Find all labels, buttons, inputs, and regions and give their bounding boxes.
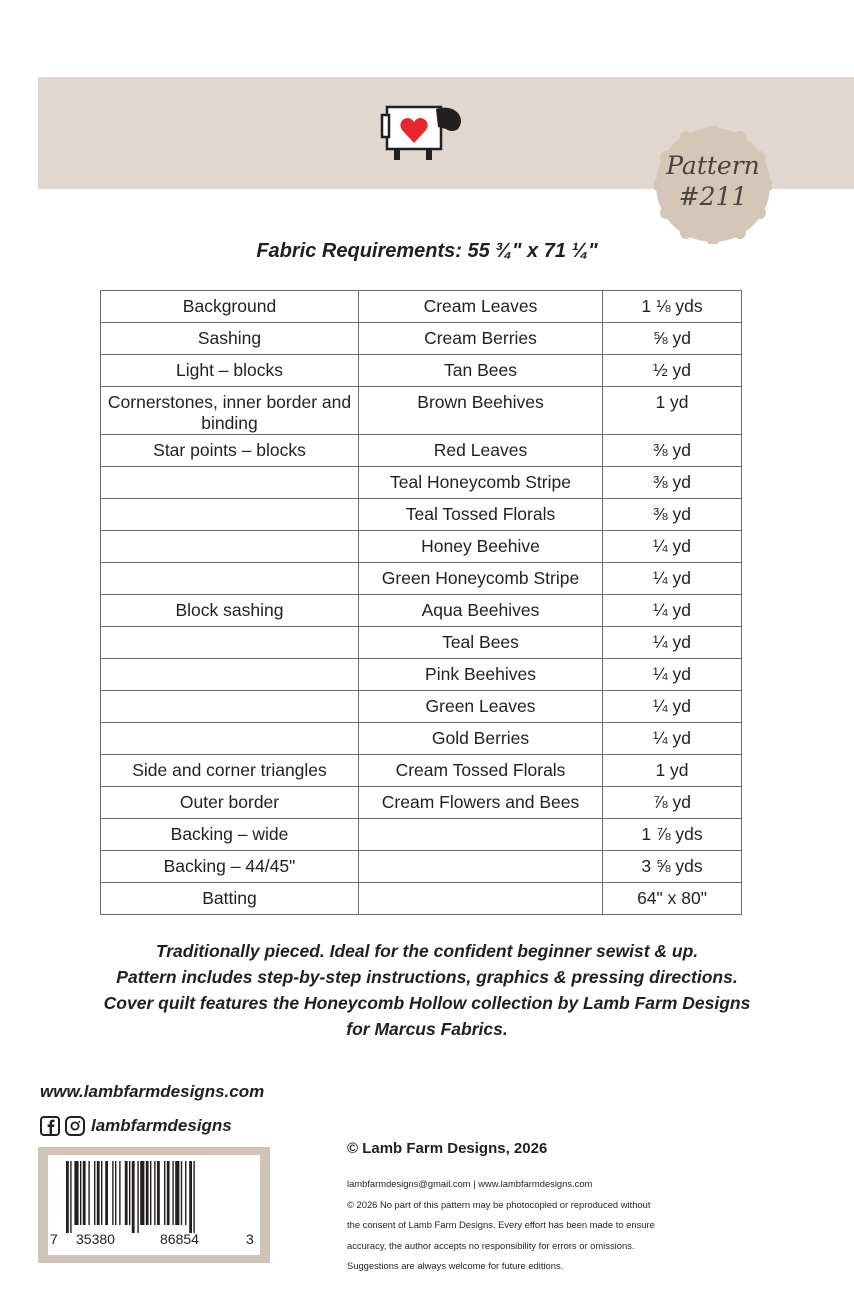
badge-pattern-number: #211 [678, 182, 748, 211]
cell-fabric [359, 883, 603, 915]
cell-use: Sashing [101, 323, 359, 355]
cell-amount: ¼ yd [603, 723, 742, 755]
cell-amount: 3 ⅝ yds [603, 851, 742, 883]
table-row [101, 851, 742, 883]
barcode-bars-icon [56, 1161, 252, 1233]
page-title: Fabric Requirements: 55 ¾" x 71 ¼" [256, 240, 598, 262]
table-row [101, 691, 742, 723]
cell-fabric: Red Leaves [359, 435, 603, 467]
instagram-icon[interactable] [65, 1116, 85, 1136]
cell-use [101, 467, 359, 499]
cell-fabric: Tan Bees [359, 355, 603, 387]
cell-use: Cornerstones, inner border and binding [101, 387, 359, 435]
pattern-description [0, 938, 854, 1042]
website-link[interactable]: www.lambfarmdesigns.com [40, 1082, 265, 1101]
table-row [101, 467, 742, 499]
pattern-badge [654, 150, 772, 212]
cell-use [101, 659, 359, 691]
cell-use [101, 563, 359, 595]
cell-amount: 64" x 80" [603, 883, 742, 915]
fine-print-line: the consent of Lamb Farm Designs. Every effort has been made to ensure [347, 1219, 655, 1230]
fine-print-line: Suggestions are always welcome for future editions. [347, 1260, 564, 1271]
cell-fabric: Aqua Beehives [359, 595, 603, 627]
table-row [101, 355, 742, 387]
cell-amount: ¼ yd [603, 627, 742, 659]
cell-amount: 1 ⅞ yds [603, 819, 742, 851]
barcode [48, 1155, 260, 1255]
cell-use [101, 627, 359, 659]
cell-use: Batting [101, 883, 359, 915]
cell-amount: ⅜ yd [603, 499, 742, 531]
cell-amount: 1 yd [603, 387, 742, 435]
description-line-3: Cover quilt features the Honeycomb Hollow collection by Lamb Farm Designs [103, 993, 751, 1013]
cell-amount: 1 yd [603, 755, 742, 787]
cell-fabric: Cream Flowers and Bees [359, 787, 603, 819]
barcode-digits-left: 35380 [76, 1231, 115, 1247]
cell-fabric: Pink Beehives [359, 659, 603, 691]
table-row [101, 531, 742, 563]
table-row [101, 387, 742, 435]
cell-fabric: Cream Berries [359, 323, 603, 355]
description-line-4: for Marcus Fabrics. [346, 1019, 508, 1039]
cell-use: Block sashing [101, 595, 359, 627]
cell-use [101, 691, 359, 723]
cell-fabric: Cream Tossed Florals [359, 755, 603, 787]
cell-fabric: Green Honeycomb Stripe [359, 563, 603, 595]
cell-fabric: Teal Tossed Florals [359, 499, 603, 531]
cell-fabric: Honey Beehive [359, 531, 603, 563]
cell-amount: ⅞ yd [603, 787, 742, 819]
cell-use: Background [101, 291, 359, 323]
description-line-2: Pattern includes step-by-step instructions, graphics & pressing directions. [116, 967, 738, 987]
barcode-frame [38, 1147, 270, 1263]
sheep-logo-icon [380, 103, 466, 165]
table-row [101, 627, 742, 659]
description-line-1: Traditionally pieced. Ideal for the confident beginner sewist & up. [155, 941, 699, 961]
cell-use: Backing – 44/45" [101, 851, 359, 883]
cell-amount: ¼ yd [603, 531, 742, 563]
cell-amount: ⅝ yd [603, 323, 742, 355]
barcode-digit-check: 3 [246, 1231, 254, 1247]
copyright-heading: © Lamb Farm Designs, 2026 [347, 1140, 548, 1157]
cell-fabric: Cream Leaves [359, 291, 603, 323]
cell-amount: ¼ yd [603, 563, 742, 595]
cell-amount: ¼ yd [603, 595, 742, 627]
table-row [101, 819, 742, 851]
table-row [101, 435, 742, 467]
fine-print-line: © 2026 No part of this pattern may be photocopied or reproduced without [347, 1198, 651, 1210]
table-row [101, 755, 742, 787]
badge-line-1: Pattern [666, 151, 760, 180]
cell-fabric: Green Leaves [359, 691, 603, 723]
cell-use [101, 499, 359, 531]
cell-use: Light – blocks [101, 355, 359, 387]
fine-print [347, 1174, 727, 1277]
fabric-requirements-table [100, 290, 742, 915]
cell-use: Star points – blocks [101, 435, 359, 467]
cell-use [101, 531, 359, 563]
cell-amount: 1 ⅛ yds [603, 291, 742, 323]
cell-use: Backing – wide [101, 819, 359, 851]
table-row [101, 499, 742, 531]
table-row [101, 563, 742, 595]
table-row [101, 595, 742, 627]
cell-amount: ½ yd [603, 355, 742, 387]
table-row [101, 723, 742, 755]
cell-fabric: Gold Berries [359, 723, 603, 755]
cell-use: Outer border [101, 787, 359, 819]
table-row [101, 787, 742, 819]
cell-amount: ¼ yd [603, 691, 742, 723]
cell-amount: ⅜ yd [603, 435, 742, 467]
table-row [101, 883, 742, 915]
cell-amount: ¼ yd [603, 659, 742, 691]
table-row [101, 659, 742, 691]
barcode-digit-prefix: 7 [50, 1231, 58, 1247]
cell-fabric [359, 819, 603, 851]
cell-use: Side and corner triangles [101, 755, 359, 787]
table-row [101, 291, 742, 323]
cell-fabric: Teal Bees [359, 627, 603, 659]
cell-fabric: Teal Honeycomb Stripe [359, 467, 603, 499]
barcode-digits-right: 86854 [160, 1231, 199, 1247]
cell-use [101, 723, 359, 755]
social-handle[interactable]: lambfarmdesigns [91, 1116, 232, 1135]
facebook-icon[interactable] [40, 1116, 60, 1136]
table-row [101, 323, 742, 355]
cell-amount: ⅜ yd [603, 467, 742, 499]
cell-fabric: Brown Beehives [359, 387, 603, 435]
cell-fabric [359, 851, 603, 883]
fine-print-line: accuracy, the author accepts no responsibility for errors or omissions. [347, 1239, 635, 1251]
fine-print-line: lambfarmdesigns@gmail.com | www.lambfarmdesigns.com [347, 1178, 593, 1189]
